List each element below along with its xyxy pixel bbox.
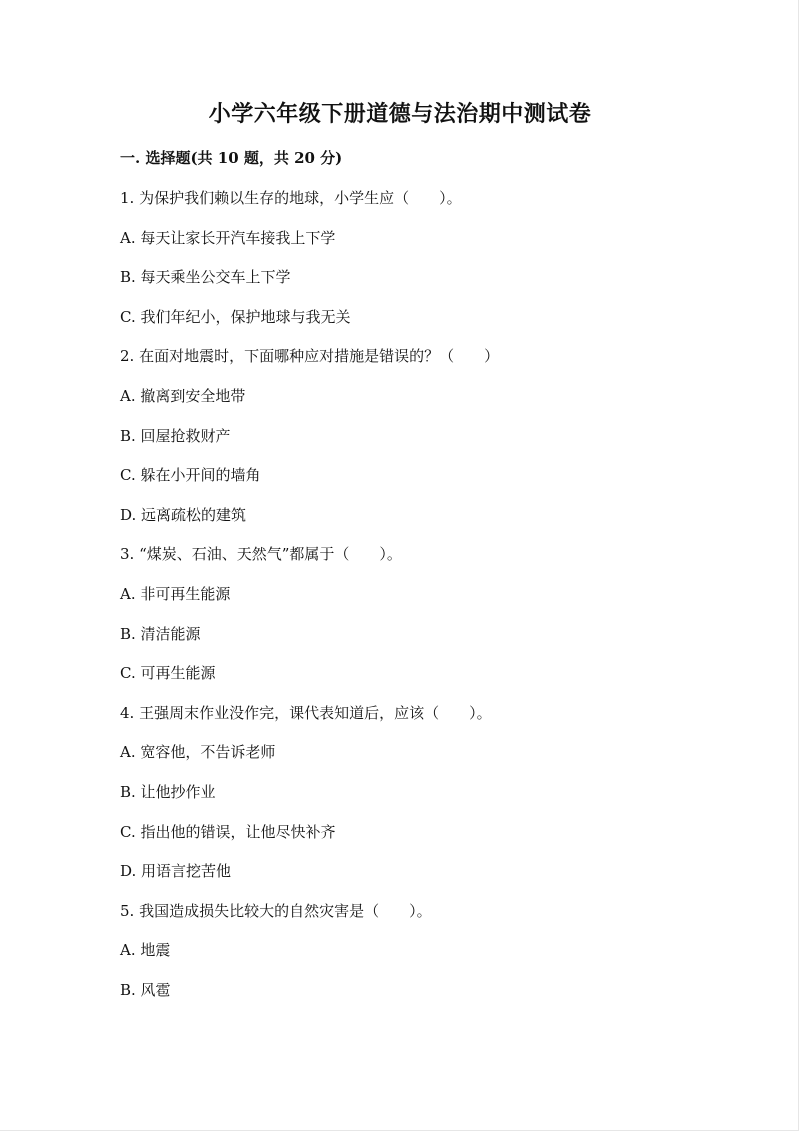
question-1-option-a: A. 每天让家长开汽车接我上下学: [120, 228, 336, 247]
question-2-option-b: B. 回屋抢救财产: [120, 426, 231, 445]
question-3-option-c: C. 可再生能源: [120, 664, 216, 683]
question-4-option-a: A. 宽容他，不告诉老师: [120, 743, 276, 762]
question-3-option-a: A. 非可再生能源: [120, 584, 231, 603]
question-5-stem: 5. 我国造成损失比较大的自然灾害是（ ）。: [120, 901, 432, 920]
question-1-option-c: C. 我们年纪小，保护地球与我无关: [120, 307, 351, 326]
question-5-option-b: B. 风雹: [120, 980, 171, 999]
question-3-option-b: B. 清洁能源: [120, 624, 201, 643]
question-1-stem: 1. 为保护我们赖以生存的地球，小学生应（ ）。: [120, 189, 462, 207]
page-title: 小学六年级下册道德与法治期中测试卷: [208, 101, 592, 127]
question-4-option-d: D. 用语言挖苦他: [120, 862, 232, 881]
question-2-option-c: C. 躲在小开间的墙角: [120, 466, 261, 485]
question-4-stem: 4. 王强周末作业没作完，课代表知道后，应该（ ）。: [120, 703, 492, 722]
question-4-option-b: B. 让他抄作业: [120, 782, 216, 801]
question-list: [120, 186, 740, 1017]
question-2-option-a: A. 撤离到安全地带: [120, 386, 246, 405]
question-2-stem: 2. 在面对地震时，下面哪种应对措施是错误的？（ ）: [120, 347, 500, 366]
section-heading: 一. 选择题(共 10 题，共 20 分): [120, 149, 343, 167]
question-4-option-c: C. 指出他的错误，让他尽快补齐: [120, 822, 336, 841]
question-2-option-d: D. 远离疏松的建筑: [120, 505, 247, 524]
question-5-option-a: A. 地震: [120, 941, 171, 960]
question-1-option-b: B. 每天乘坐公交车上下学: [120, 268, 291, 287]
question-3-stem: 3. “煤炭、石油、天然气”都属于（ ）。: [120, 545, 402, 564]
